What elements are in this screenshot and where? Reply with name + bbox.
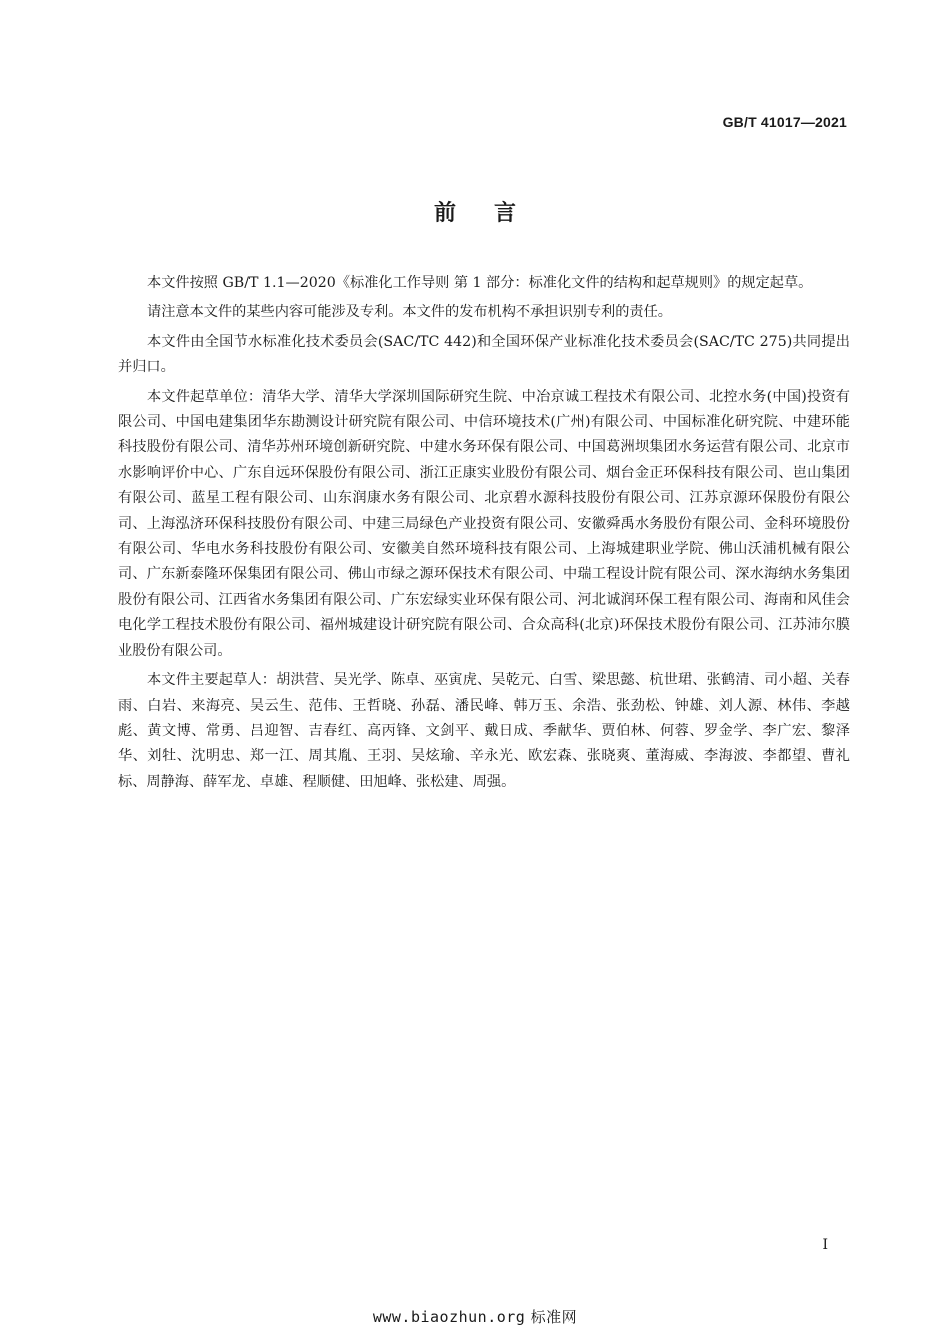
page-title: 前言 bbox=[433, 201, 554, 226]
page-number: I bbox=[822, 1237, 828, 1253]
paragraph-drafting-units: 本文件起草单位：清华大学、清华大学深圳国际研究生院、中冶京诚工程技术有限公司、北控水务(中国)投资有限公司、中国电建集团华东勘测设计研究院有限公司、中信环境技术(广州)有限公司、中国标准化研究院、中建环能科技股份有限公司、清华苏州环境创新研究院、中建水务环保有限公司、中国葛洲坝集团水务运营有限公司、北京市水影响评价中心、广东自远环保股份有限公司、浙江正康实业股份有限公司、烟台金正环保科技有限公司、岜山集团有限公司、蓝星工程有限公司、山东润康水务有限公司、北京碧水源科技股份有限公司、江苏京源环保股份有限公司、上海泓济环保科技股份有限公司、中建三局绿色产业投资有限公司、安徽舜禹水务股份有限公司、金科环境股份有限公司、华电水务科技股份有限公司、安徽美自然环境科技有限公司、上海城建职业学院、佛山沃浦机械有限公司、广东新泰隆环保集团有限公司、佛山市绿之源环保技术有限公司、中瑞工程设计院有限公司、深水海纳水务集团股份有限公司、江西省水务集团有限公司、广东宏绿实业环保有限公司、河北诚润环保工程有限公司、海南和风佳会电化学工程技术股份有限公司、福州城建设计研究院有限公司、合众高科(北京)环保技术股份有限公司、江苏沛尔膜业股份有限公司。 bbox=[118, 388, 850, 659]
paragraph-drafting-rules: 本文件按照 GB/T 1.1—2020《标准化工作导则 第 1 部分：标准化文件的结构和起草规则》的规定起草。 bbox=[147, 275, 813, 291]
footer-url[interactable]: www.biaozhun.org bbox=[372, 1308, 526, 1326]
paragraph-proposer: 本文件由全国节水标准化技术委员会(SAC/TC 442)和全国环保产业标准化技术委员会(SAC/TC 275)共同提出并归口。 bbox=[118, 333, 850, 376]
document-body bbox=[118, 271, 850, 799]
paragraph-patent-notice: 请注意本文件的某些内容可能涉及专利。本文件的发布机构不承担识别专利的责任。 bbox=[147, 304, 672, 321]
footer bbox=[0, 1306, 950, 1327]
standard-code: GB/T 41017—2021 bbox=[722, 114, 847, 130]
footer-site-name: 标准网 bbox=[530, 1308, 578, 1326]
paragraph-drafters: 本文件主要起草人：胡洪营、吴光学、陈卓、巫寅虎、吴乾元、白雪、梁思懿、杭世珺、张鹤清、司小超、关春雨、白岩、来海亮、吴云生、范伟、王哲晓、孙磊、潘民峰、韩万玉、余浩、张劲松、钟雄、刘人源、林伟、李越彪、黄文博、常勇、吕迎智、吉春红、高丙锋、文剑平、戴日成、季献华、贾伯林、何蓉、罗金学、李广宏、黎泽华、刘牡、沈明忠、郑一江、周其胤、王羽、吴炫瑜、辛永光、欧宏森、张晓爽、董海威、李海波、李都望、曹礼标、周静海、薛军龙、卓雄、程顺健、田旭峰、张松建、周强。 bbox=[118, 672, 850, 790]
